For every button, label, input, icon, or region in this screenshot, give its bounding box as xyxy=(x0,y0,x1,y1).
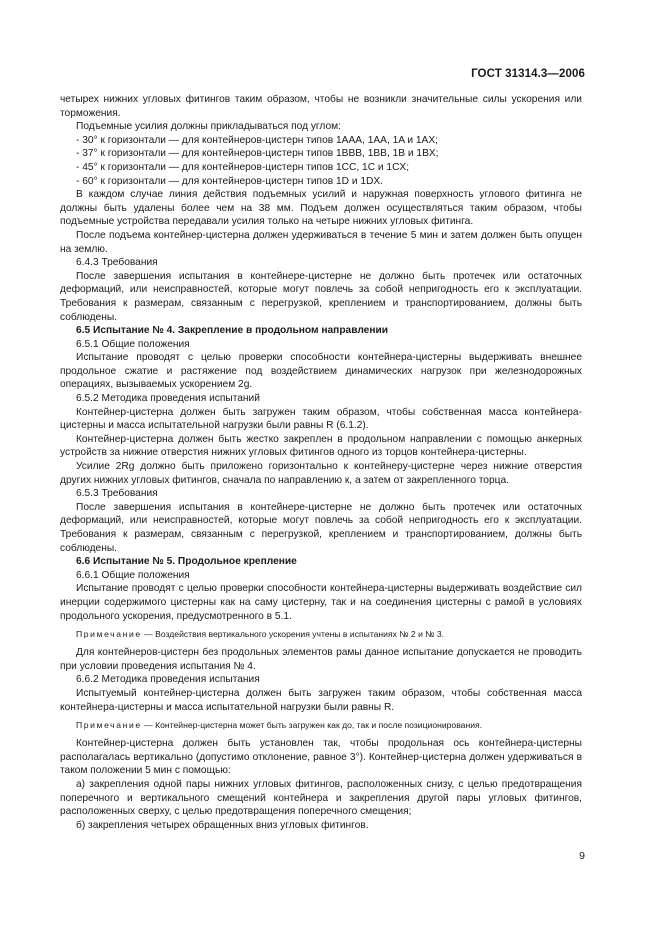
paragraph: Усилие 2Rg должно быть приложено горизонтально к контейнеру-цистерне через нижние отверстия других нижних угловых фитингов, сначала по направлению к, а затем от закрепленного торца. xyxy=(60,461,582,486)
paragraph: Контейнер-цистерна должен быть жестко закреплен в продольном направлении с помощью анкерных устройств за нижние отверстия нижних угловых фитингов одного из торцов контейнера-цистерны. xyxy=(60,433,582,459)
subsection-title: 6.5.3 Требования xyxy=(76,488,158,500)
list-item: б) закрепления четырех обращенных вниз угловых фитингов. xyxy=(76,819,369,831)
subsection-title: 6.6.2 Методика проведения испытания xyxy=(76,674,260,686)
note xyxy=(60,719,582,731)
paragraph: Контейнер-цистерна должен быть установлен так, чтобы продольная ось контейнера-цистерны располагалась вертикально (допустимо отклонение, равное 3°). Контейнер-цистерна должен удерживаться в таком положении 5 мин с помощью: xyxy=(60,738,582,777)
list-item: а) закрепления одной пары нижних угловых фитингов, расположенных снизу, с целью предотвращения поперечного и вертикального смещений контейнера и закрепления другой пары угловых фитингов, расположенных сверху, с целью предотвращения поперечного смещения; xyxy=(60,778,582,818)
document-header: ГОСТ 31314.3—2006 xyxy=(471,68,585,80)
paragraph: После завершения испытания в контейнере-цистерне не должно быть протечек или остаточных деформаций, или неисправностей, которые могут повлечь за собой непригодность его к эксплуатации. Требования к размерам, связанным с перегрузкой, креплением и транспортированием, должны быть соблюдены. xyxy=(60,501,582,554)
list-item: - 37° к горизонтали — для контейнеров-цистерн типов 1BBB, 1BB, 1B и 1BX; xyxy=(76,148,439,160)
subsection-title: 6.5.1 Общие положения xyxy=(76,338,190,350)
paragraph: Для контейнеров-цистерн без продольных элементов рамы данное испытание допускается не проводить при условии проведения испытания № 4. xyxy=(60,647,582,672)
note-label: Примечание xyxy=(76,629,142,640)
document-body xyxy=(60,93,582,832)
paragraph: Испытание проводят с целью проверки способности контейнера-цистерны выдерживать воздействие сил инерции содержимого цистерны как на саму цистерну, так и на соединения цистерны с рамой в условиях продольного ускорения, предусмотренного в 5.1. xyxy=(60,583,582,622)
note-label: Примечание xyxy=(76,720,142,731)
list-item: - 60° к горизонтали — для контейнеров-цистерн типов 1D и 1DX. xyxy=(76,175,384,187)
list-item: - 30° к горизонтали — для контейнеров-цистерн типов 1AAA, 1AA, 1A и 1AX; xyxy=(76,134,438,146)
subsection-title: 6.6.1 Общие положения xyxy=(76,569,190,581)
note-text: — Контейнер-цистерна может быть загружен как до, так и после позиционирования. xyxy=(141,720,483,731)
note-text: — Воздействия вертикального ускорения учтены в испытаниях № 2 и № 3. xyxy=(141,629,445,640)
subsection-title: 6.4.3 Требования xyxy=(76,257,158,269)
section-heading: 6.6 Испытание № 5. Продольное крепление xyxy=(76,556,297,568)
subsection-title: 6.5.2 Методика проведения испытаний xyxy=(76,393,260,405)
paragraph: После завершения испытания в контейнере-цистерне не должно быть протечек или остаточных деформаций, или неисправностей, которые могут повлечь за собой непригодность его к эксплуатации. Требования к размерам, связанным с перегрузкой, креплением и транспортированием, должны быть соблюдены. xyxy=(60,270,582,323)
paragraph: Контейнер-цистерна должен быть загружен таким образом, чтобы собственная масса контейнера-цистерны и масса испытательной нагрузки были равны R (6.1.2). xyxy=(60,406,582,432)
page-number: 9 xyxy=(579,850,585,862)
paragraph: После подъема контейнер-цистерна должен удерживаться в течение 5 мин и затем должен быть опущен на землю. xyxy=(60,229,582,255)
paragraph: Подъемные усилия должны прикладываться под углом: xyxy=(76,121,341,133)
paragraph: Испытуемый контейнер-цистерна должен быть загружен таким образом, чтобы собственная масса контейнера-цистерны и масса испытательной нагрузки были равны R. xyxy=(60,687,582,713)
paragraph: четырех нижних угловых фитингов таким образом, чтобы не возникли значительные силы ускорения или торможения. xyxy=(60,94,582,119)
paragraph: Испытание проводят с целью проверки способности контейнера-цистерны выдерживать внешнее продольное сжатие и растяжение под воздействием динамических нагрузок при железнодорожных операциях, вызываемых ускорением 2g. xyxy=(60,352,582,391)
note xyxy=(60,628,582,640)
section-heading: 6.5 Испытание № 4. Закрепление в продольном направлении xyxy=(76,325,389,337)
list-item: - 45° к горизонтали — для контейнеров-цистерн типов 1CC, 1C и 1CX; xyxy=(76,161,410,173)
paragraph: В каждом случае линия действия подъемных усилий и наружная поверхность углового фитинга не должны быть удалены более чем на 38 мм. Подъем должен осуществляться таким образом, чтобы подъемные устройства передавали усилия только на четыре нижних угловых фитинга. xyxy=(60,189,582,228)
